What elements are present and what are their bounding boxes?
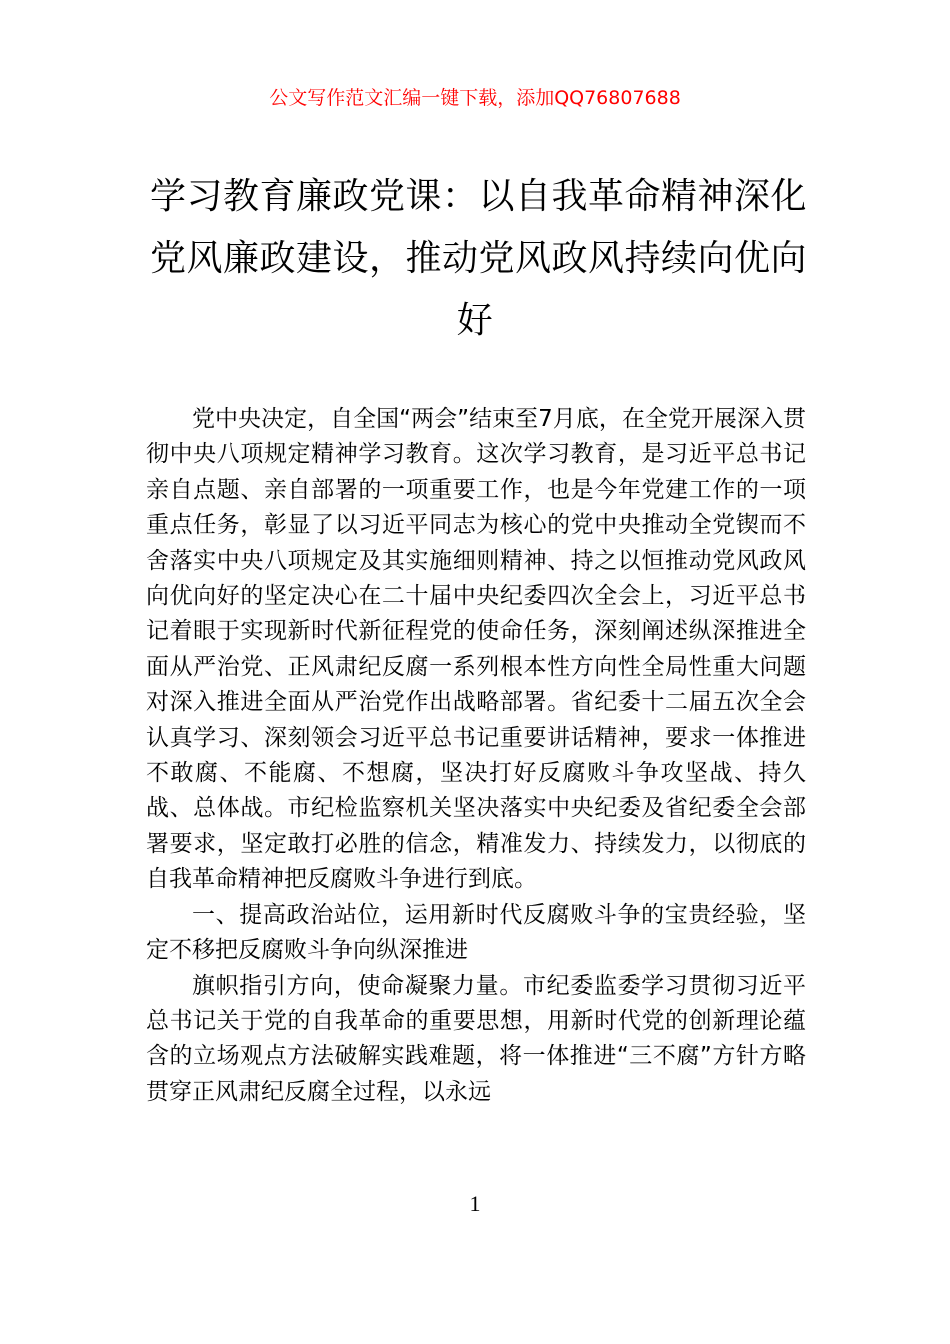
- header-promo-text: 公文写作范文汇编一键下载，添加QQ76807688: [269, 87, 681, 109]
- section-heading: 一、提高政治站位，运用新时代反腐败斗争的宝贵经验，坚定不移把反腐败斗争向纵深推进: [146, 901, 806, 964]
- body-paragraph: 旗帜指引方向，使命凝聚力量。市纪委监委学习贯彻习近平总书记关于党的自我革命的重要思想，用新时代党的创新理论蕴含的立场观点方法破解实践难题，将一体推进“三不腐”方针方略贯穿正风肃纪反腐全过程，以永远: [146, 972, 806, 1105]
- title-line: 好: [456, 300, 494, 341]
- document-body: [146, 402, 806, 1110]
- document-title: [150, 166, 808, 352]
- title-line: 学习教育廉政党课：以自我革命精神深化: [150, 176, 808, 217]
- title-line: 党风廉政建设，推动党风政风持续向优向: [150, 238, 808, 279]
- body-paragraph: 党中央决定，自全国“两会”结束至7月底，在全党开展深入贯彻中央八项规定精神学习教育。这次学习教育，是习近平总书记亲自点题、亲自部署的一项重要工作，也是今年党建工作的一项重点任务，彰显了以习近平同志为核心的党中央推动全党锲而不舍落实中央八项规定及其实施细则精神、持之以恒推动党风政风向优向好的坚定决心在二十届中央纪委四次全会上，习近平总书记着眼于实现新时代新征程党的使命任务，深刻阐述纵深推进全面从严治党、正风肃纪反腐一系列根本性方向性全局性重大问题对深入推进全面从严治党作出战略部署。省纪委十二届五次全会认真学习、深刻领会习近平总书记重要讲话精神，要求一体推进不敢腐、不能腐、不想腐，坚决打好反腐败斗争攻坚战、持久战、总体战。市纪检监察机关坚决落实中央纪委及省纪委全会部署要求，坚定敢打必胜的信念，精准发力、持续发力，以彻底的自我革命精神把反腐败斗争进行到底。: [146, 406, 806, 893]
- page-number: 1: [469, 1191, 481, 1216]
